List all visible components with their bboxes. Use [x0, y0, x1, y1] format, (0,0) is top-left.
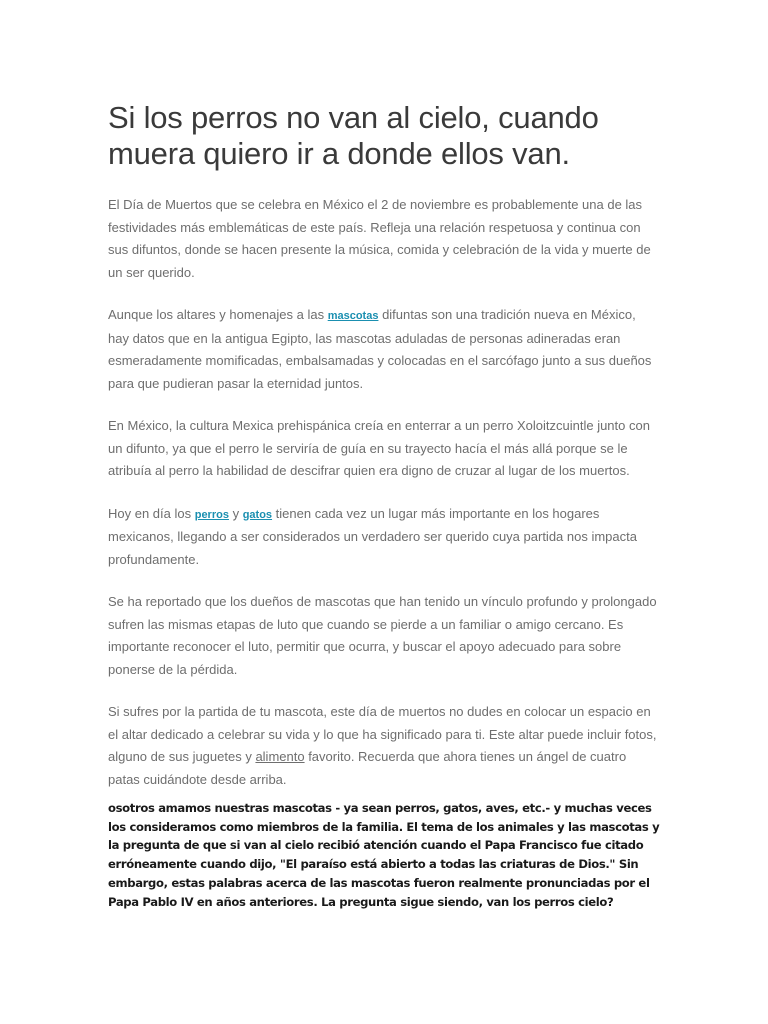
mascotas-link[interactable]: mascotas — [327, 310, 379, 322]
paragraph-2-text-b: difuntas son una tradición nueva en México, hay datos que en la antigua Egipto, las mascotas aduladas de personas adineradas eran esmeradamente momificadas, embalsamadas y colocadas en el sarcófago junto a sus dueños para que pudieran pasar la eternidad juntos. — [108, 307, 652, 391]
paragraph-4-text-a: Hoy en día los — [108, 505, 195, 521]
paragraph-2-text-a: Aunque los altares y homenajes a las — [108, 307, 328, 322]
title-line-2: muera quiero ir a donde ellos van. — [108, 136, 570, 171]
paragraph-3: En México, la cultura Mexica prehispánica creía en enterrar a un perro Xoloitzcuintle junto con un difunto, ya que el perro le serviría de guía en su trayecto hacía el más allá porque se le atribuía al perro la habilidad de descifrar quien era digno de cruzar al lugar de los muertos. — [108, 418, 650, 478]
paragraph-2 — [108, 304, 660, 395]
paragraph-1: El Día de Muertos que se celebra en México el 2 de noviembre es probablemente una de las festividades más emblemáticas de este país. Refleja una relación respetuosa y continua con sus difuntos, donde se hacen presente la música, comida y celebración de la vida y muerte de un ser querido. — [108, 197, 651, 280]
paragraph-5: Se ha reportado que los dueños de mascotas que han tenido un vínculo profundo y prolongado sufren las mismas etapas de luto que cuando se pierde a un familiar o amigo cercano. Es importante reconocer el luto, permitir que ocurra, y buscar el apoyo adecuado para sobre ponerse de la pérdida. — [108, 594, 657, 677]
paragraph-4 — [108, 503, 660, 572]
article-title — [108, 100, 660, 172]
paragraph-6 — [108, 701, 660, 791]
perros-link[interactable]: perros — [194, 508, 229, 521]
paragraph-6-text-a: Si sufres por la partida de tu mascota, este día de muertos no dudes en colocar un espacio en el altar dedicado a celebrar su vida y lo que ha significado para ti. Este altar puede incluir fotos, alguno de sus juguetes y — [108, 704, 657, 764]
paragraph-4-text-b: y — [228, 505, 243, 521]
title-line-1: Si los perros no van al cielo, cuando — [108, 100, 599, 135]
gatos-link[interactable]: gatos — [242, 508, 273, 521]
paragraph-6-text-b: favorito. Recuerda que ahora tienes un ángel de cuatro patas cuidándote desde arriba. — [108, 749, 627, 787]
paragraph-4-text-c: tienen cada vez un lugar más importante en los hogares mexicanos, llegando a ser considerados un verdadero ser querido cuya partida nos impacta profundamente. — [108, 505, 637, 567]
alimento-link[interactable]: alimento — [255, 749, 305, 764]
paragraph-7-bold: osotros amamos nuestras mascotas - ya sean perros, gatos, aves, etc.- y muchas veces los consideramos como miembros de la familia. El tema de los animales y las mascotas y la pregunta de que si van al cielo recibió atención cuando el Papa Francisco fue citado erróneamente cuando dijo, "El paraíso está abierto a todas las criaturas de Dios." Sin embargo, estas palabras acerca de las mascotas fueron realmente pronunciadas por el Papa Pablo IV en años anteriores. La pregunta sigue siendo, van los perros cielo? — [108, 801, 660, 909]
